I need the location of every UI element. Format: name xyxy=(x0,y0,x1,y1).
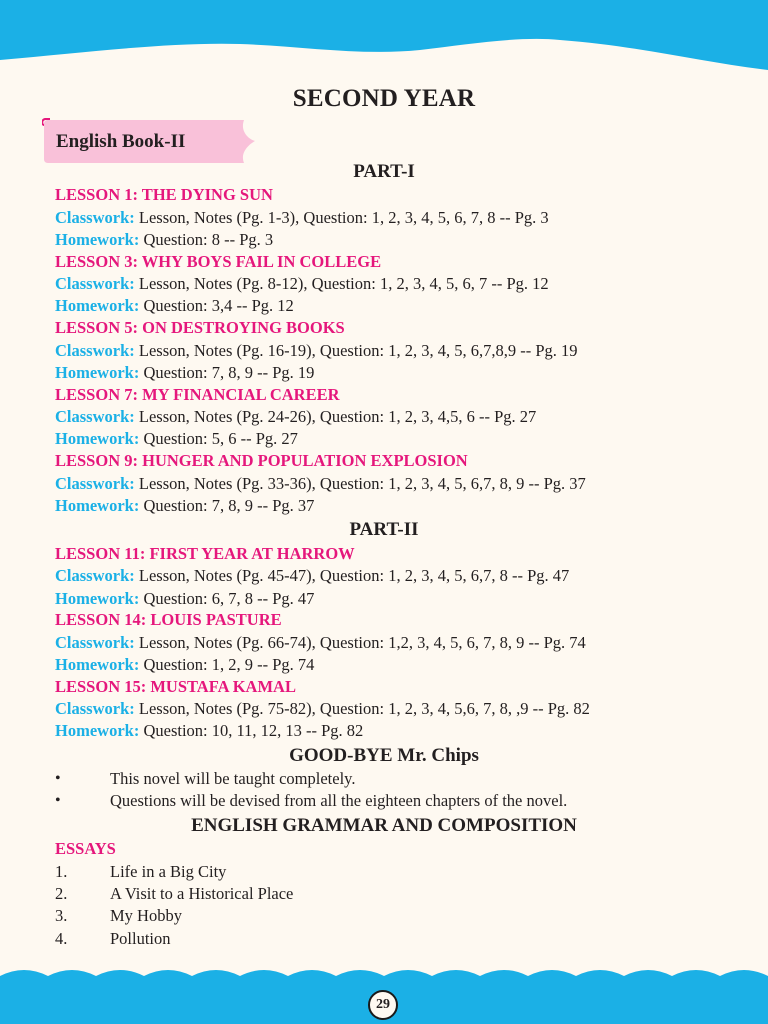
part-1-heading: PART-I xyxy=(353,161,415,182)
homework-label: Homework: xyxy=(55,429,140,448)
homework-line xyxy=(55,296,294,316)
classwork-label: Classwork: xyxy=(55,699,135,718)
classwork-line xyxy=(55,208,549,228)
lesson-title: LESSON 9: HUNGER AND POPULATION EXPLOSION xyxy=(55,451,468,470)
bullet-symbol: • xyxy=(55,770,61,787)
bullet-item: Questions will be devised from all the eighteen chapters of the novel. xyxy=(110,791,568,810)
grammar-heading: ENGLISH GRAMMAR AND COMPOSITION xyxy=(191,815,577,836)
classwork-text: Lesson, Notes (Pg. 45-47), Question: 1, 2, 3, 4, 5, 6,7, 8 -- Pg. 47 xyxy=(138,566,570,585)
classwork-line xyxy=(55,566,569,586)
classwork-label: Classwork: xyxy=(55,208,135,227)
homework-text: Question: 7, 8, 9 -- Pg. 37 xyxy=(143,496,315,515)
classwork-label: Classwork: xyxy=(55,407,135,426)
page-number: 29 xyxy=(368,990,398,1020)
essay-number: 4. xyxy=(55,929,68,948)
homework-line xyxy=(55,230,273,250)
lesson-title: LESSON 11: FIRST YEAR AT HARROW xyxy=(55,544,355,563)
homework-label: Homework: xyxy=(55,589,140,608)
homework-line xyxy=(55,429,298,449)
homework-line xyxy=(55,496,314,516)
classwork-line xyxy=(55,699,590,719)
lesson-title: LESSON 5: ON DESTROYING BOOKS xyxy=(55,318,345,337)
lesson-title: LESSON 14: LOUIS PASTURE xyxy=(55,610,282,629)
classwork-label: Classwork: xyxy=(55,566,135,585)
homework-line xyxy=(55,655,314,675)
essay-item: Life in a Big City xyxy=(110,862,227,881)
bullet-item: This novel will be taught completely. xyxy=(110,769,356,788)
classwork-line xyxy=(55,274,549,294)
essay-number: 1. xyxy=(55,862,68,881)
classwork-text: Lesson, Notes (Pg. 1-3), Question: 1, 2, 3, 4, 5, 6, 7, 8 -- Pg. 3 xyxy=(138,208,549,227)
homework-text: Question: 7, 8, 9 -- Pg. 19 xyxy=(143,363,315,382)
classwork-label: Classwork: xyxy=(55,341,135,360)
classwork-line xyxy=(55,633,586,653)
homework-text: Question: 5, 6 -- Pg. 27 xyxy=(143,429,298,448)
page-title: SECOND YEAR xyxy=(292,85,476,112)
essay-item: A Visit to a Historical Place xyxy=(110,884,294,903)
homework-text: Question: 3,4 -- Pg. 12 xyxy=(143,296,294,315)
top-wave-decoration xyxy=(0,0,768,90)
classwork-text: Lesson, Notes (Pg. 24-26), Question: 1, 2, 3, 4,5, 6 -- Pg. 27 xyxy=(138,407,537,426)
homework-line xyxy=(55,589,314,609)
essay-item: My Hobby xyxy=(110,906,182,925)
homework-label: Homework: xyxy=(55,363,140,382)
essays-label: ESSAYS xyxy=(55,839,116,858)
homework-label: Homework: xyxy=(55,496,140,515)
homework-label: Homework: xyxy=(55,655,140,674)
bullet-symbol: • xyxy=(55,792,61,809)
classwork-line xyxy=(55,474,586,494)
homework-label: Homework: xyxy=(55,296,140,315)
essay-number: 3. xyxy=(55,906,68,925)
homework-line xyxy=(55,363,314,383)
goodbye-heading: GOOD-BYE Mr. Chips xyxy=(289,745,479,766)
part-2-heading: PART-II xyxy=(349,519,419,540)
essay-item: Pollution xyxy=(110,929,171,948)
homework-text: Question: 8 -- Pg. 3 xyxy=(143,230,274,249)
classwork-label: Classwork: xyxy=(55,274,135,293)
homework-label: Homework: xyxy=(55,721,140,740)
lesson-title: LESSON 1: THE DYING SUN xyxy=(55,185,273,204)
homework-text: Question: 1, 2, 9 -- Pg. 74 xyxy=(143,655,315,674)
classwork-text: Lesson, Notes (Pg. 75-82), Question: 1, 2, 3, 4, 5,6, 7, 8, ,9 -- Pg. 82 xyxy=(138,699,590,718)
classwork-text: Lesson, Notes (Pg. 8-12), Question: 1, 2, 3, 4, 5, 6, 7 -- Pg. 12 xyxy=(138,274,549,293)
classwork-label: Classwork: xyxy=(55,633,135,652)
book-tag-label: English Book-II xyxy=(56,131,186,152)
lesson-title: LESSON 3: WHY BOYS FAIL IN COLLEGE xyxy=(55,252,382,271)
homework-line xyxy=(55,721,363,741)
classwork-line xyxy=(55,407,536,427)
classwork-label: Classwork: xyxy=(55,474,135,493)
classwork-text: Lesson, Notes (Pg. 66-74), Question: 1,2, 3, 4, 5, 6, 7, 8, 9 -- Pg. 74 xyxy=(138,633,586,652)
lesson-title: LESSON 15: MUSTAFA KAMAL xyxy=(55,677,296,696)
classwork-text: Lesson, Notes (Pg. 33-36), Question: 1, 2, 3, 4, 5, 6,7, 8, 9 -- Pg. 37 xyxy=(138,474,586,493)
homework-text: Question: 6, 7, 8 -- Pg. 47 xyxy=(143,589,315,608)
book-tag xyxy=(42,117,256,165)
homework-label: Homework: xyxy=(55,230,140,249)
essay-number: 2. xyxy=(55,884,68,903)
homework-text: Question: 10, 11, 12, 13 -- Pg. 82 xyxy=(143,721,364,740)
classwork-text: Lesson, Notes (Pg. 16-19), Question: 1, 2, 3, 4, 5, 6,7,8,9 -- Pg. 19 xyxy=(138,341,578,360)
classwork-line xyxy=(55,341,578,361)
lesson-title: LESSON 7: MY FINANCIAL CAREER xyxy=(55,385,340,404)
